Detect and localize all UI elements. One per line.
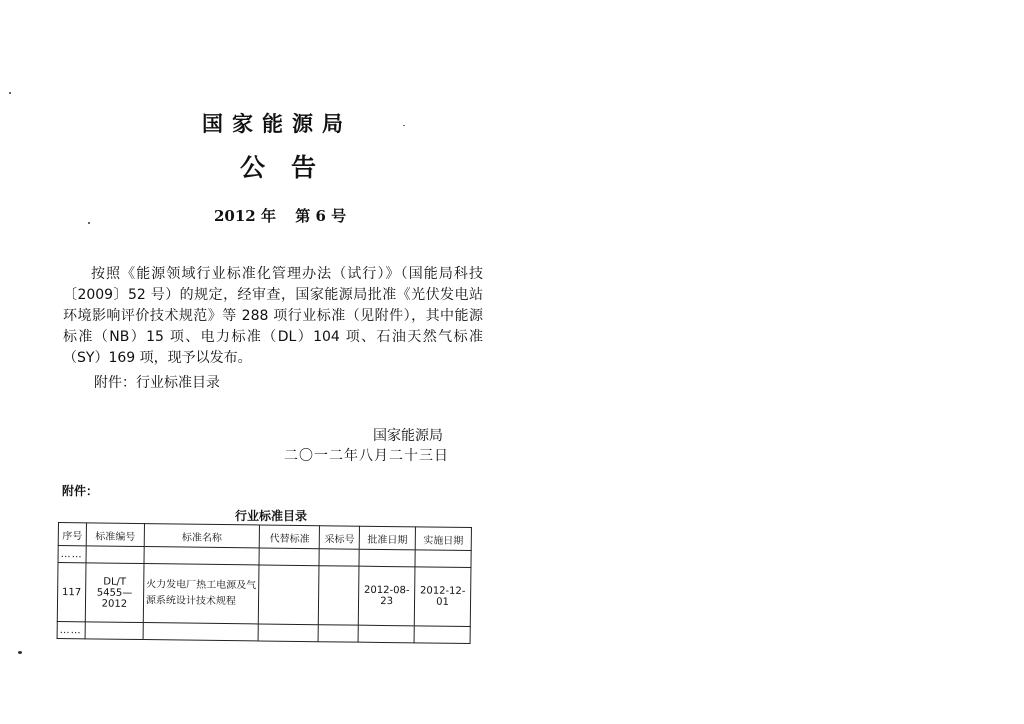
cell-replaces: [259, 565, 320, 625]
empty-cell: [86, 546, 144, 564]
col-header-approval: 批准日期: [359, 526, 415, 550]
cell-no: 117: [57, 563, 86, 622]
col-header-adopted: 采标号: [319, 526, 359, 549]
empty-cell: [319, 549, 359, 566]
empty-cell: [358, 625, 414, 643]
cell-code: [85, 563, 144, 623]
empty-cell: [143, 623, 259, 641]
empty-cell: [414, 626, 470, 644]
attachment-line: 附件：行业标准目录: [94, 375, 220, 391]
announcement-body: [63, 264, 483, 369]
cell-approval-date: 2012-08-23: [358, 566, 415, 626]
cell-code-line2: 5455—2012: [96, 586, 133, 610]
empty-cell: [85, 622, 143, 640]
col-header-name: 标准名称: [144, 524, 260, 548]
document-type: 公告: [240, 153, 343, 182]
scan-speck: [88, 222, 90, 224]
cell-adopted: [319, 566, 360, 625]
org-title: 国家能源局: [202, 112, 352, 136]
appendix-table-title: 行业标准目录: [235, 509, 308, 523]
ellipsis-cell: ……: [58, 546, 86, 563]
empty-cell: [259, 548, 319, 566]
empty-cell: [318, 625, 358, 642]
empty-cell: [359, 549, 415, 567]
col-header-replaces: 代替标准: [260, 525, 320, 549]
standards-table: [57, 522, 472, 644]
signature-date: 二〇一二年八月二十三日: [284, 448, 449, 464]
table-row: [57, 621, 470, 643]
empty-cell: [144, 547, 260, 565]
empty-cell: [415, 550, 471, 568]
empty-cell: [258, 624, 318, 642]
scan-speck: [403, 125, 405, 126]
table-row: [57, 563, 471, 627]
appendix-label: 附件：: [62, 484, 99, 498]
scan-speck: [9, 92, 11, 94]
scan-speck: [18, 651, 22, 654]
cell-effective-date: 2012-12-01: [414, 567, 471, 627]
col-header-effective: 实施日期: [415, 527, 471, 551]
col-header-no: 序号: [58, 523, 86, 546]
cell-name: 火力发电厂热工电源及气源系统设计技术规程: [143, 564, 259, 624]
cell-code-line1: DL/T: [103, 576, 127, 588]
signature-org: 国家能源局: [373, 428, 443, 444]
announcement-paragraph: 按照《能源领域行业标准化管理办法（试行）》（国能局科技〔2009〕52 号）的规定，经审查，国家能源局批准《光伏发电站环境影响评价技术规范》等 288 项行业标准（见附件），其中能源标准（NB）15 项、电力标准（DL）104 项、石油天然气标准（SY）169 项，现予以发布。: [63, 266, 483, 366]
doc-year: 2012 年: [214, 207, 276, 225]
ellipsis-cell: ……: [57, 621, 85, 638]
doc-issue-number: 第 6 号: [295, 207, 347, 225]
document-number: [214, 205, 360, 226]
col-header-code: 标准编号: [86, 523, 144, 547]
